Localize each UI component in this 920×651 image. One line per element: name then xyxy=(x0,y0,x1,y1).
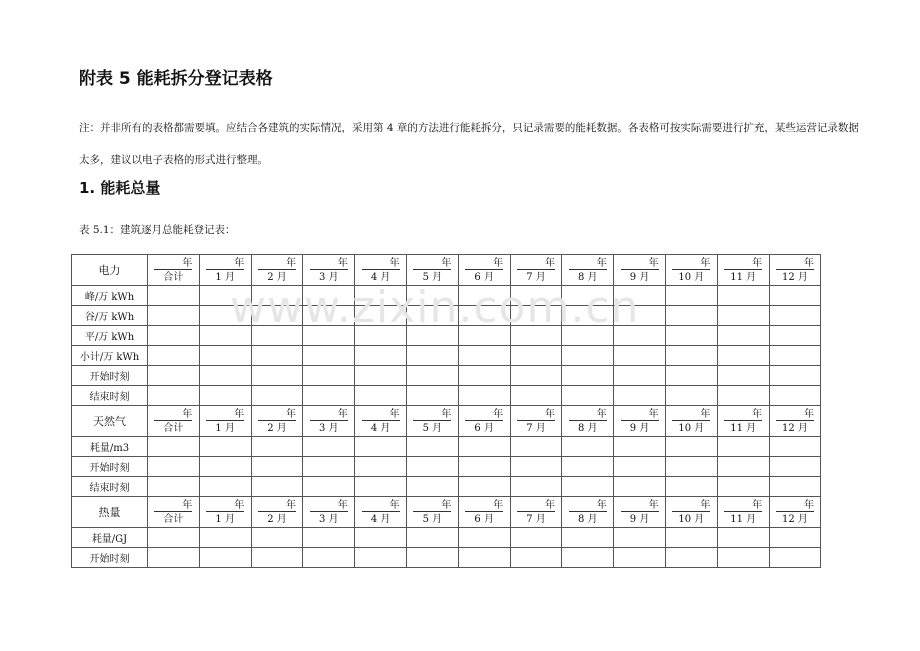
year-blank: 年 xyxy=(672,500,710,512)
period-header-cell xyxy=(510,255,562,286)
data-entry-cell[interactable] xyxy=(510,346,562,366)
period-header-cell xyxy=(717,497,769,528)
data-entry-cell[interactable] xyxy=(769,306,821,326)
data-entry-cell[interactable] xyxy=(665,346,717,366)
data-entry-cell[interactable] xyxy=(458,366,510,386)
row-label: 耗量/GJ xyxy=(72,528,148,548)
row-label: 开始时刻 xyxy=(72,548,148,568)
data-entry-cell[interactable] xyxy=(251,326,303,346)
data-entry-cell[interactable] xyxy=(665,548,717,568)
month-label: 4 月 xyxy=(370,422,391,434)
data-entry-cell[interactable] xyxy=(303,457,355,477)
month-label: 7 月 xyxy=(526,513,546,525)
data-entry-cell[interactable] xyxy=(251,528,303,548)
energy-table xyxy=(71,254,821,568)
data-entry-cell[interactable] xyxy=(406,548,458,568)
data-entry-cell[interactable] xyxy=(717,437,769,457)
month-label: 4 月 xyxy=(370,271,391,283)
period-header-cell xyxy=(665,406,717,437)
data-entry-cell[interactable] xyxy=(251,386,303,406)
data-entry-cell[interactable] xyxy=(510,528,562,548)
month-label: 2 月 xyxy=(267,271,287,283)
year-blank: 年 xyxy=(569,500,607,512)
month-label: 6 月 xyxy=(474,271,494,283)
year-blank: 年 xyxy=(465,409,503,421)
data-entry-cell[interactable] xyxy=(355,326,407,346)
period-header-cell xyxy=(458,406,510,437)
data-entry-cell[interactable] xyxy=(148,548,200,568)
page-title: 附表 5 能耗拆分登记表格 xyxy=(79,69,273,89)
year-blank: 年 xyxy=(206,258,244,270)
data-entry-cell[interactable] xyxy=(717,548,769,568)
period-header-cell xyxy=(251,497,303,528)
note-paragraph: 注：并非所有的表格都需要填。应结合各建筑的实际情况，采用第 4 章的方法进行能耗拆分，只记录需要的能耗数据。各表格可按实际需要进行扩充，某些运营记录数据太多，建议以电子表格的形式进行整理。 xyxy=(79,122,859,166)
data-entry-cell[interactable] xyxy=(251,286,303,306)
year-blank: 年 xyxy=(206,500,244,512)
period-header-cell xyxy=(665,255,717,286)
year-blank: 年 xyxy=(724,500,762,512)
year-blank: 年 xyxy=(517,500,555,512)
year-blank: 年 xyxy=(413,500,451,512)
period-header-cell xyxy=(303,497,355,528)
month-label: 3 月 xyxy=(319,513,339,525)
period-header-cell xyxy=(199,255,251,286)
year-blank: 年 xyxy=(310,500,348,512)
data-entry-cell[interactable] xyxy=(510,457,562,477)
data-entry-cell[interactable] xyxy=(199,548,251,568)
data-entry-cell[interactable] xyxy=(199,326,251,346)
data-entry-cell[interactable] xyxy=(562,286,614,306)
data-entry-cell[interactable] xyxy=(562,366,614,386)
data-entry-cell[interactable] xyxy=(355,366,407,386)
month-label: 合计 xyxy=(163,271,184,283)
data-entry-cell[interactable] xyxy=(148,437,200,457)
data-entry-cell[interactable] xyxy=(199,386,251,406)
data-entry-cell[interactable] xyxy=(355,346,407,366)
data-entry-cell[interactable] xyxy=(199,477,251,497)
year-blank: 年 xyxy=(310,258,348,270)
data-entry-cell[interactable] xyxy=(665,437,717,457)
data-entry-cell[interactable] xyxy=(303,326,355,346)
data-entry-cell[interactable] xyxy=(614,437,666,457)
row-label: 开始时刻 xyxy=(72,366,148,386)
data-entry-cell[interactable] xyxy=(562,548,614,568)
data-entry-cell[interactable] xyxy=(199,528,251,548)
year-blank: 年 xyxy=(621,409,659,421)
data-entry-cell[interactable] xyxy=(562,306,614,326)
period-header-cell xyxy=(303,406,355,437)
data-entry-cell[interactable] xyxy=(510,286,562,306)
table-row xyxy=(72,457,821,477)
period-header-cell xyxy=(148,497,200,528)
data-entry-cell[interactable] xyxy=(769,366,821,386)
month-label: 6 月 xyxy=(474,513,494,525)
data-entry-cell[interactable] xyxy=(717,386,769,406)
data-entry-cell[interactable] xyxy=(148,528,200,548)
month-label: 2 月 xyxy=(267,513,287,525)
data-entry-cell[interactable] xyxy=(148,326,200,346)
year-blank: 年 xyxy=(776,409,814,421)
data-entry-cell[interactable] xyxy=(665,477,717,497)
table-row xyxy=(72,528,821,548)
month-label: 9 月 xyxy=(629,422,650,434)
data-entry-cell[interactable] xyxy=(303,528,355,548)
data-entry-cell[interactable] xyxy=(665,366,717,386)
period-header-cell xyxy=(614,255,666,286)
data-entry-cell[interactable] xyxy=(769,528,821,548)
period-header-cell xyxy=(303,255,355,286)
month-label: 9 月 xyxy=(629,271,650,283)
block-header-row xyxy=(72,255,821,286)
data-entry-cell[interactable] xyxy=(665,306,717,326)
data-entry-cell[interactable] xyxy=(614,326,666,346)
data-entry-cell[interactable] xyxy=(717,366,769,386)
row-label: 小计/万 kWh xyxy=(72,346,148,366)
data-entry-cell[interactable] xyxy=(303,548,355,568)
month-label: 8 月 xyxy=(578,422,598,434)
data-entry-cell[interactable] xyxy=(458,286,510,306)
period-header-cell xyxy=(510,406,562,437)
data-entry-cell[interactable] xyxy=(614,477,666,497)
year-blank: 年 xyxy=(465,258,503,270)
data-entry-cell[interactable] xyxy=(303,437,355,457)
data-entry-cell[interactable] xyxy=(458,326,510,346)
month-label: 11 月 xyxy=(730,422,757,434)
year-blank: 年 xyxy=(310,409,348,421)
data-entry-cell[interactable] xyxy=(251,477,303,497)
data-entry-cell[interactable] xyxy=(199,457,251,477)
year-blank: 年 xyxy=(258,258,296,270)
month-label: 9 月 xyxy=(629,513,650,525)
data-entry-cell[interactable] xyxy=(458,437,510,457)
table-caption: 表 5.1：建筑逐月总能耗登记表： xyxy=(79,224,236,236)
data-entry-cell[interactable] xyxy=(562,528,614,548)
data-entry-cell[interactable] xyxy=(355,306,407,326)
data-entry-cell[interactable] xyxy=(769,386,821,406)
data-entry-cell[interactable] xyxy=(717,306,769,326)
data-entry-cell[interactable] xyxy=(251,437,303,457)
period-header-cell xyxy=(148,255,200,286)
row-label: 开始时刻 xyxy=(72,457,148,477)
data-entry-cell[interactable] xyxy=(510,386,562,406)
year-blank: 年 xyxy=(517,409,555,421)
period-header-cell xyxy=(199,497,251,528)
data-entry-cell[interactable] xyxy=(665,326,717,346)
year-blank: 年 xyxy=(154,500,192,512)
data-entry-cell[interactable] xyxy=(303,306,355,326)
data-entry-cell[interactable] xyxy=(199,366,251,386)
month-label: 12 月 xyxy=(782,513,808,525)
data-entry-cell[interactable] xyxy=(355,457,407,477)
data-entry-cell[interactable] xyxy=(717,326,769,346)
data-entry-cell[interactable] xyxy=(406,477,458,497)
data-entry-cell[interactable] xyxy=(355,286,407,306)
row-label: 耗量/m3 xyxy=(72,437,148,457)
energy-table-body xyxy=(72,255,821,568)
year-blank: 年 xyxy=(724,258,762,270)
month-label: 11 月 xyxy=(730,513,757,525)
data-entry-cell[interactable] xyxy=(406,306,458,326)
period-header-cell xyxy=(406,497,458,528)
year-blank: 年 xyxy=(258,409,296,421)
data-entry-cell[interactable] xyxy=(148,306,200,326)
data-entry-cell[interactable] xyxy=(251,548,303,568)
month-label: 1 月 xyxy=(215,271,235,283)
data-entry-cell[interactable] xyxy=(355,437,407,457)
data-entry-cell[interactable] xyxy=(769,437,821,457)
data-entry-cell[interactable] xyxy=(148,366,200,386)
data-entry-cell[interactable] xyxy=(562,477,614,497)
month-label: 3 月 xyxy=(319,422,339,434)
table-row xyxy=(72,306,821,326)
year-blank: 年 xyxy=(776,500,814,512)
block-label: 天然气 xyxy=(72,406,148,437)
data-entry-cell[interactable] xyxy=(199,437,251,457)
data-entry-cell[interactable] xyxy=(769,326,821,346)
data-entry-cell[interactable] xyxy=(562,326,614,346)
data-entry-cell[interactable] xyxy=(355,548,407,568)
year-blank: 年 xyxy=(621,500,659,512)
data-entry-cell[interactable] xyxy=(251,346,303,366)
data-entry-cell[interactable] xyxy=(406,437,458,457)
period-header-cell xyxy=(148,406,200,437)
month-label: 1 月 xyxy=(215,422,235,434)
data-entry-cell[interactable] xyxy=(406,528,458,548)
data-entry-cell[interactable] xyxy=(303,366,355,386)
data-entry-cell[interactable] xyxy=(303,286,355,306)
data-entry-cell[interactable] xyxy=(355,528,407,548)
data-entry-cell[interactable] xyxy=(355,386,407,406)
data-entry-cell[interactable] xyxy=(614,457,666,477)
period-header-cell xyxy=(458,497,510,528)
period-header-cell xyxy=(458,255,510,286)
table-row xyxy=(72,548,821,568)
year-blank: 年 xyxy=(206,409,244,421)
data-entry-cell[interactable] xyxy=(148,286,200,306)
period-header-cell xyxy=(717,255,769,286)
period-header-cell xyxy=(562,497,614,528)
data-entry-cell[interactable] xyxy=(406,366,458,386)
period-header-cell xyxy=(510,497,562,528)
watermark: www.zixin.com.cn xyxy=(230,282,640,333)
year-blank: 年 xyxy=(154,258,192,270)
year-blank: 年 xyxy=(154,409,192,421)
data-entry-cell[interactable] xyxy=(458,528,510,548)
year-blank: 年 xyxy=(258,500,296,512)
data-entry-cell[interactable] xyxy=(562,386,614,406)
year-blank: 年 xyxy=(517,258,555,270)
data-entry-cell[interactable] xyxy=(199,306,251,326)
row-label: 结束时刻 xyxy=(72,386,148,406)
period-header-cell xyxy=(665,497,717,528)
year-blank: 年 xyxy=(465,500,503,512)
data-entry-cell[interactable] xyxy=(510,548,562,568)
data-entry-cell[interactable] xyxy=(355,477,407,497)
month-label: 12 月 xyxy=(782,271,808,283)
year-blank: 年 xyxy=(362,258,400,270)
data-entry-cell[interactable] xyxy=(148,477,200,497)
year-blank: 年 xyxy=(413,409,451,421)
month-label: 合计 xyxy=(163,513,184,525)
data-entry-cell[interactable] xyxy=(717,528,769,548)
month-label: 3 月 xyxy=(319,271,339,283)
data-entry-cell[interactable] xyxy=(717,346,769,366)
row-label: 峰/万 kWh xyxy=(72,286,148,306)
block-header-row xyxy=(72,406,821,437)
data-entry-cell[interactable] xyxy=(665,457,717,477)
data-entry-cell[interactable] xyxy=(769,477,821,497)
year-blank: 年 xyxy=(621,258,659,270)
section-heading: 1. 能耗总量 xyxy=(79,179,161,197)
month-label: 10 月 xyxy=(678,271,705,283)
data-entry-cell[interactable] xyxy=(717,477,769,497)
period-header-cell xyxy=(614,497,666,528)
year-blank: 年 xyxy=(569,258,607,270)
month-label: 5 月 xyxy=(422,271,443,283)
year-blank: 年 xyxy=(672,258,710,270)
data-entry-cell[interactable] xyxy=(614,548,666,568)
month-label: 5 月 xyxy=(422,513,443,525)
data-entry-cell[interactable] xyxy=(406,457,458,477)
period-header-cell xyxy=(251,255,303,286)
data-entry-cell[interactable] xyxy=(769,286,821,306)
data-entry-cell[interactable] xyxy=(562,457,614,477)
block-label: 热量 xyxy=(72,497,148,528)
data-entry-cell[interactable] xyxy=(562,437,614,457)
data-entry-cell[interactable] xyxy=(665,286,717,306)
data-entry-cell[interactable] xyxy=(199,286,251,306)
period-header-cell xyxy=(614,406,666,437)
data-entry-cell[interactable] xyxy=(510,477,562,497)
data-entry-cell[interactable] xyxy=(458,457,510,477)
data-entry-cell[interactable] xyxy=(303,346,355,366)
month-label: 8 月 xyxy=(578,271,598,283)
row-label: 谷/万 kWh xyxy=(72,306,148,326)
period-header-cell xyxy=(562,255,614,286)
data-entry-cell[interactable] xyxy=(614,528,666,548)
table-row xyxy=(72,346,821,366)
period-header-cell xyxy=(406,406,458,437)
table-row xyxy=(72,437,821,457)
data-entry-cell[interactable] xyxy=(406,386,458,406)
month-label: 10 月 xyxy=(678,513,705,525)
year-blank: 年 xyxy=(776,258,814,270)
block-header-row xyxy=(72,497,821,528)
month-label: 1 月 xyxy=(215,513,235,525)
data-entry-cell[interactable] xyxy=(199,346,251,366)
data-entry-cell[interactable] xyxy=(665,528,717,548)
month-label: 2 月 xyxy=(267,422,287,434)
year-blank: 年 xyxy=(413,258,451,270)
data-entry-cell[interactable] xyxy=(510,306,562,326)
table-row xyxy=(72,286,821,306)
data-entry-cell[interactable] xyxy=(769,548,821,568)
period-header-cell xyxy=(355,255,407,286)
table-row xyxy=(72,386,821,406)
row-label: 平/万 kWh xyxy=(72,326,148,346)
data-entry-cell[interactable] xyxy=(406,286,458,306)
month-label: 11 月 xyxy=(730,271,757,283)
period-header-cell xyxy=(355,406,407,437)
data-entry-cell[interactable] xyxy=(458,386,510,406)
data-entry-cell[interactable] xyxy=(769,346,821,366)
data-entry-cell[interactable] xyxy=(614,386,666,406)
row-label: 结束时刻 xyxy=(72,477,148,497)
month-label: 7 月 xyxy=(526,422,546,434)
period-header-cell xyxy=(717,406,769,437)
data-entry-cell[interactable] xyxy=(251,366,303,386)
data-entry-cell[interactable] xyxy=(406,346,458,366)
period-header-cell xyxy=(769,497,821,528)
data-entry-cell[interactable] xyxy=(614,286,666,306)
month-label: 6 月 xyxy=(474,422,494,434)
data-entry-cell[interactable] xyxy=(458,477,510,497)
month-label: 7 月 xyxy=(526,271,546,283)
year-blank: 年 xyxy=(724,409,762,421)
data-entry-cell[interactable] xyxy=(251,457,303,477)
block-label: 电力 xyxy=(72,255,148,286)
month-label: 4 月 xyxy=(370,513,391,525)
period-header-cell xyxy=(769,406,821,437)
data-entry-cell[interactable] xyxy=(614,306,666,326)
period-header-cell xyxy=(406,255,458,286)
data-entry-cell[interactable] xyxy=(251,306,303,326)
data-entry-cell[interactable] xyxy=(458,306,510,326)
period-header-cell xyxy=(251,406,303,437)
month-label: 12 月 xyxy=(782,422,808,434)
data-entry-cell[interactable] xyxy=(614,346,666,366)
data-entry-cell[interactable] xyxy=(510,366,562,386)
data-entry-cell[interactable] xyxy=(562,346,614,366)
year-blank: 年 xyxy=(362,500,400,512)
data-entry-cell[interactable] xyxy=(717,286,769,306)
data-entry-cell[interactable] xyxy=(458,346,510,366)
data-entry-cell[interactable] xyxy=(406,326,458,346)
table-row xyxy=(72,326,821,346)
table-row xyxy=(72,477,821,497)
period-header-cell xyxy=(199,406,251,437)
month-label: 8 月 xyxy=(578,513,598,525)
data-entry-cell[interactable] xyxy=(148,346,200,366)
month-label: 5 月 xyxy=(422,422,443,434)
table-row xyxy=(72,366,821,386)
data-entry-cell[interactable] xyxy=(769,457,821,477)
period-header-cell xyxy=(355,497,407,528)
year-blank: 年 xyxy=(569,409,607,421)
year-blank: 年 xyxy=(362,409,400,421)
data-entry-cell[interactable] xyxy=(717,457,769,477)
period-header-cell xyxy=(769,255,821,286)
data-entry-cell[interactable] xyxy=(303,477,355,497)
data-entry-cell[interactable] xyxy=(665,386,717,406)
data-entry-cell[interactable] xyxy=(510,326,562,346)
month-label: 合计 xyxy=(163,422,184,434)
data-entry-cell[interactable] xyxy=(148,457,200,477)
period-header-cell xyxy=(562,406,614,437)
data-entry-cell[interactable] xyxy=(614,366,666,386)
data-entry-cell[interactable] xyxy=(303,386,355,406)
year-blank: 年 xyxy=(672,409,710,421)
data-entry-cell[interactable] xyxy=(458,548,510,568)
month-label: 10 月 xyxy=(678,422,705,434)
data-entry-cell[interactable] xyxy=(148,386,200,406)
data-entry-cell[interactable] xyxy=(510,437,562,457)
